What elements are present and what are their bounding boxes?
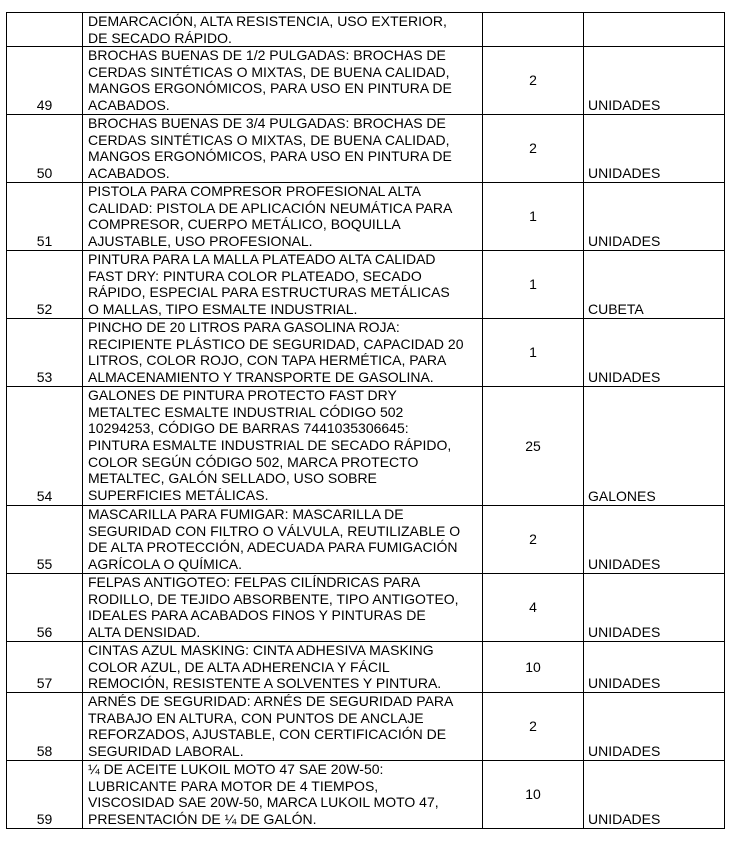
item-quantity-cell: 2 xyxy=(483,47,584,115)
table-row xyxy=(7,761,725,829)
description-line: MASCARILLA PARA FUMIGAR: MASCARILLA DE xyxy=(88,506,404,523)
item-unit-cell: UNIDADES xyxy=(584,183,725,251)
item-quantity-cell: 1 xyxy=(483,183,584,251)
description-line: RODILLO, DE TEJIDO ABSORBENTE, TIPO ANTIGOTEO, xyxy=(88,590,459,607)
description-line: METALTEC ESMALTE INDUSTRIAL CÓDIGO 502 xyxy=(88,403,404,420)
table-row xyxy=(7,693,725,761)
description-line: 10294253, CÓDIGO DE BARRAS 7441035306645: xyxy=(88,420,409,437)
item-number-cell: 54 xyxy=(7,387,83,506)
description-line: COLOR AZUL, DE ALTA ADHERENCIA Y FÁCIL xyxy=(88,658,390,675)
item-number-cell: 51 xyxy=(7,183,83,251)
table-row xyxy=(7,574,725,642)
item-description-cell xyxy=(83,761,483,829)
description-line: VISCOSIDAD SAE 20W-50, MARCA LUKOIL MOTO 47, xyxy=(88,794,439,811)
description-line: PRESENTACIÓN DE ¼ DE GALÓN. xyxy=(88,810,317,827)
item-description-cell xyxy=(83,642,483,693)
table-row xyxy=(7,506,725,574)
table-row xyxy=(7,115,725,183)
description-line: RÁPIDO, ESPECIAL PARA ESTRUCTURAS METÁLICAS xyxy=(88,284,450,301)
item-unit-cell: UNIDADES xyxy=(584,319,725,387)
description-line: O MALLAS, TIPO ESMALTE INDUSTRIAL. xyxy=(88,300,358,317)
description-line: CINTAS AZUL MASKING: CINTA ADHESIVA MASKING xyxy=(88,642,434,659)
item-number-cell: 50 xyxy=(7,115,83,183)
item-description-cell xyxy=(83,115,483,183)
item-number-cell: 52 xyxy=(7,251,83,319)
description-line: GALONES DE PINTURA PROTECTO FAST DRY xyxy=(88,387,397,404)
description-line: IDEALES PARA ACABADOS FINOS Y PINTURAS DE xyxy=(88,607,426,624)
item-description-cell xyxy=(83,693,483,761)
item-unit-cell: GALONES xyxy=(584,387,725,506)
item-number-cell: 58 xyxy=(7,693,83,761)
items-table xyxy=(6,12,725,829)
description-line: COMPRESOR, CUERPO METÁLICO, BOQUILLA xyxy=(88,216,401,233)
description-line: SEGURIDAD CON FILTRO O VÁLVULA, REUTILIZABLE O xyxy=(88,522,461,539)
item-quantity-cell: 2 xyxy=(483,506,584,574)
item-number-cell: 49 xyxy=(7,47,83,115)
table-row xyxy=(7,183,725,251)
description-line: FELPAS ANTIGOTEO: FELPAS CILÍNDRICAS PARA xyxy=(88,574,421,591)
description-line: FAST DRY: PINTURA COLOR PLATEADO, SECADO xyxy=(88,267,422,284)
item-quantity-cell: 1 xyxy=(483,319,584,387)
item-quantity-cell: 10 xyxy=(483,642,584,693)
description-line: CERDAS SINTÉTICAS O MIXTAS, DE BUENA CALIDAD, xyxy=(88,63,450,80)
item-unit-cell: UNIDADES xyxy=(584,761,725,829)
item-quantity-cell xyxy=(483,13,584,47)
item-description-cell xyxy=(83,387,483,506)
description-line: SEGURIDAD LABORAL. xyxy=(88,742,244,759)
item-unit-cell: UNIDADES xyxy=(584,574,725,642)
description-line: LUBRICANTE PARA MOTOR DE 4 TIEMPOS, xyxy=(88,777,379,794)
description-line: REFORZADOS, AJUSTABLE, CON CERTIFICACIÓN DE xyxy=(88,726,447,743)
item-description-cell xyxy=(83,13,483,47)
table-row xyxy=(7,13,725,47)
description-line: ¼ DE ACEITE LUKOIL MOTO 47 SAE 20W-50: xyxy=(88,761,384,778)
description-line: DE ALTA PROTECCIÓN, ADECUADA PARA FUMIGACIÓN xyxy=(88,539,458,556)
item-unit-cell: UNIDADES xyxy=(584,47,725,115)
item-number-cell: 57 xyxy=(7,642,83,693)
item-unit-cell xyxy=(584,13,725,47)
description-line: DE SECADO RÁPIDO. xyxy=(88,29,232,46)
item-description-cell xyxy=(83,574,483,642)
item-number-cell: 56 xyxy=(7,574,83,642)
item-quantity-cell: 25 xyxy=(483,387,584,506)
description-line: PINTURA ESMALTE INDUSTRIAL DE SECADO RÁPIDO, xyxy=(88,436,452,453)
item-unit-cell: CUBETA xyxy=(584,251,725,319)
table-row xyxy=(7,47,725,115)
description-line: ALTA DENSIDAD. xyxy=(88,623,201,640)
item-unit-cell: UNIDADES xyxy=(584,506,725,574)
description-line: BROCHAS BUENAS DE 3/4 PULGADAS: BROCHAS DE xyxy=(88,115,446,132)
table-row xyxy=(7,319,725,387)
description-line: CERDAS SINTÉTICAS O MIXTAS, DE BUENA CALIDAD, xyxy=(88,131,450,148)
description-line: TRABAJO EN ALTURA, CON PUNTOS DE ANCLAJE xyxy=(88,709,424,726)
table-row xyxy=(7,387,725,506)
item-quantity-cell: 2 xyxy=(483,115,584,183)
description-line: DEMARCACIÓN, ALTA RESISTENCIA, USO EXTERIOR, xyxy=(88,13,447,29)
description-line: ACABADOS. xyxy=(88,164,170,181)
item-unit-cell: UNIDADES xyxy=(584,115,725,183)
item-quantity-cell: 2 xyxy=(483,693,584,761)
description-line: COLOR SEGÚN CÓDIGO 502, MARCA PROTECTO xyxy=(88,453,419,470)
description-line: METALTEC, GALÓN SELLADO, USO SOBRE xyxy=(88,470,377,487)
table-row xyxy=(7,642,725,693)
table-body xyxy=(7,13,725,829)
item-description-cell xyxy=(83,47,483,115)
description-line: AJUSTABLE, USO PROFESIONAL. xyxy=(88,232,313,249)
description-line: PINTURA PARA LA MALLA PLATEADO ALTA CALIDAD xyxy=(88,251,436,268)
item-description-cell xyxy=(83,506,483,574)
item-unit-cell: UNIDADES xyxy=(584,693,725,761)
description-line: BROCHAS BUENAS DE 1/2 PULGADAS: BROCHAS DE xyxy=(88,47,446,64)
description-line: CALIDAD: PISTOLA DE APLICACIÓN NEUMÁTICA PARA xyxy=(88,199,453,216)
description-line: MANGOS ERGONÓMICOS, PARA USO EN PINTURA DE xyxy=(88,80,452,97)
description-line: MANGOS ERGONÓMICOS, PARA USO EN PINTURA DE xyxy=(88,148,452,165)
item-number-cell: 59 xyxy=(7,761,83,829)
item-quantity-cell: 4 xyxy=(483,574,584,642)
item-description-cell xyxy=(83,183,483,251)
item-description-cell xyxy=(83,251,483,319)
description-line: LITROS, COLOR ROJO, CON TAPA HERMÉTICA, PARA xyxy=(88,352,447,369)
description-line: AGRÍCOLA O QUÍMICA. xyxy=(88,555,243,572)
item-description-cell xyxy=(83,319,483,387)
description-line: REMOCIÓN, RESISTENTE A SOLVENTES Y PINTURA. xyxy=(88,675,442,692)
item-number-cell: 55 xyxy=(7,506,83,574)
item-quantity-cell: 1 xyxy=(483,251,584,319)
description-line: ACABADOS. xyxy=(88,96,170,113)
item-number-cell: 53 xyxy=(7,319,83,387)
description-line: ARNÉS DE SEGURIDAD: ARNÉS DE SEGURIDAD PARA xyxy=(88,693,454,710)
description-line: SUPERFICIES METÁLICAS. xyxy=(88,486,269,503)
description-line: PINCHO DE 20 LITROS PARA GASOLINA ROJA: xyxy=(88,319,400,336)
description-line: PISTOLA PARA COMPRESOR PROFESIONAL ALTA xyxy=(88,183,421,200)
description-line: ALMACENAMIENTO Y TRANSPORTE DE GASOLINA. xyxy=(88,368,434,385)
item-number-cell xyxy=(7,13,83,47)
description-line: RECIPIENTE PLÁSTICO DE SEGURIDAD, CAPACIDAD 20 xyxy=(88,335,464,352)
table-row xyxy=(7,251,725,319)
item-quantity-cell: 10 xyxy=(483,761,584,829)
item-unit-cell: UNIDADES xyxy=(584,642,725,693)
